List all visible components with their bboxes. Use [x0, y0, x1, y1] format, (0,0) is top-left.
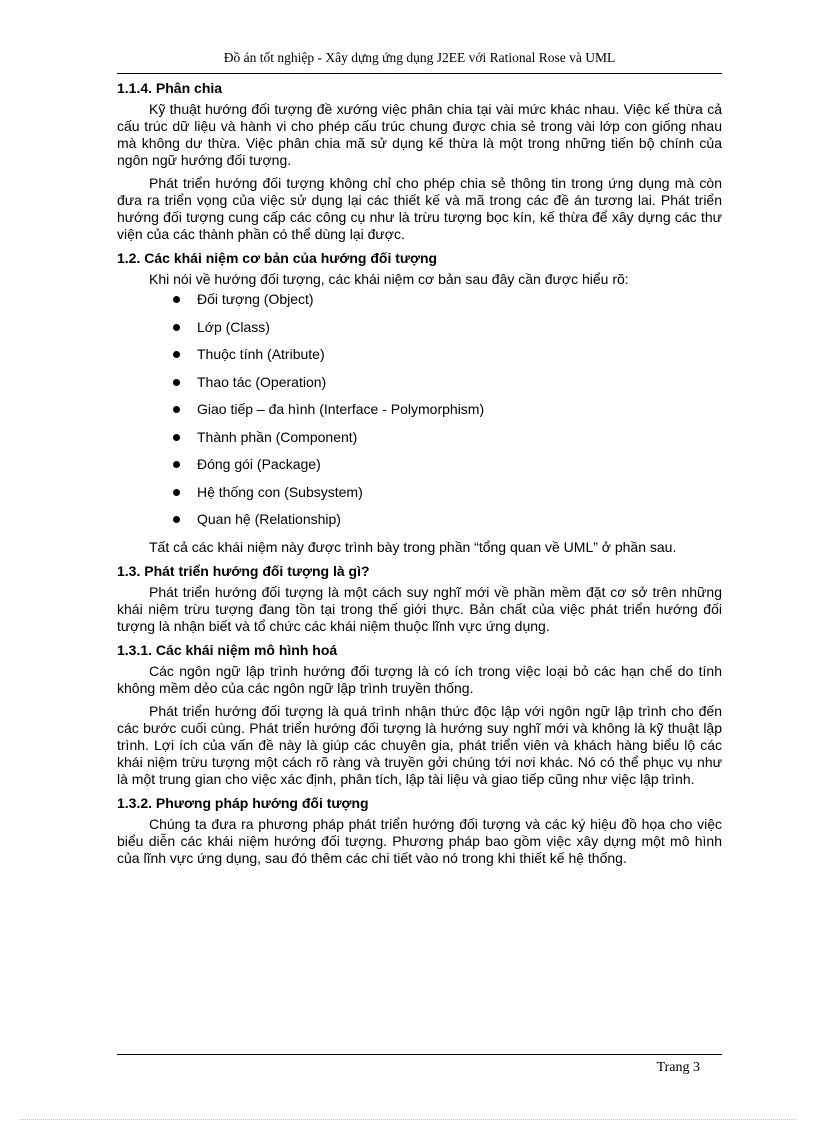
page-bottom-border — [20, 1119, 796, 1120]
section-1-3-heading: 1.3. Phát triển hướng đối tượng là gì? — [117, 562, 370, 579]
section-1-3-2-heading: 1.3.2. Phương pháp hướng đối tượng — [117, 794, 369, 811]
footer-divider — [117, 1054, 722, 1055]
list-item — [117, 456, 722, 484]
list-item — [117, 401, 722, 429]
list-item — [117, 484, 722, 512]
bullet-icon — [173, 296, 180, 303]
page-header: Đồ án tốt nghiệp - Xây dựng ứng dụng J2EE với Rational Rose và UML — [223, 50, 616, 65]
bullet-icon — [173, 489, 180, 496]
bullet-icon — [173, 351, 180, 358]
bullet-icon — [173, 379, 180, 386]
section-1-3-1-paragraph-1: Các ngôn ngữ lập trình hướng đối tượng là có ích trong việc loại bỏ các hạn chế do tính không mềm dẻo của các ngôn ngữ lập trình truyền thống. — [117, 662, 722, 696]
bullet-icon — [173, 516, 180, 523]
header-divider — [117, 73, 722, 74]
list-item — [117, 374, 722, 402]
section-1-3-1-heading: 1.3.1. Các khái niệm mô hình hoá — [117, 641, 338, 658]
section-1-2-intro: Khi nói về hướng đối tượng, các khái niệm cơ bản sau đây cần được hiểu rõ: — [149, 271, 629, 287]
bullet-icon — [173, 461, 180, 468]
section-1-1-4-paragraph-1: Kỹ thuật hướng đối tượng đề xướng việc phân chia tại vài mức khác nhau. Việc kế thừa cả cấu trúc dữ liệu và hành vi cho phép cấu trúc chung được chia sẻ trong vài lớp con giống nhau mà không dư thừa. Việc phân chia mã sử dụng kế thừa là một trong những tiến bộ chính của ngôn ngữ hướng đối tượng. — [117, 101, 722, 168]
list-item — [117, 319, 722, 347]
section-1-3-2-paragraph-1: Chúng ta đưa ra phương pháp phát triển hướng đối tượng và các ký hiệu đồ họa cho việc biểu diễn các khái niệm hướng đối tượng. Phương pháp bao gồm việc xây dựng một mô hình của lĩnh vực ứng dụng, sau đó thêm các chi tiết vào nó trong khi thiết kế hệ thống. — [117, 815, 722, 866]
bullet-icon — [173, 324, 180, 331]
list-item — [117, 429, 722, 457]
section-1-2-heading: 1.2. Các khái niệm cơ bản của hướng đối tượng — [117, 250, 438, 266]
list-item-label: Đối tượng (Object) — [197, 291, 314, 307]
bullet-icon — [173, 434, 180, 441]
concept-list — [117, 291, 722, 539]
section-1-2-outro: Tất cả các khái niệm này được trình bày trong phần “tổng quan về UML” ở phần sau. — [149, 538, 677, 555]
list-item-label: Thao tác (Operation) — [197, 373, 327, 390]
list-item — [117, 291, 722, 319]
list-item-label: Thuộc tính (Atribute) — [197, 346, 325, 362]
list-item-label: Hệ thống con (Subsystem) — [197, 483, 363, 500]
list-item-label: Giao tiếp – đa hình (Interface - Polymorphism) — [197, 401, 485, 417]
list-item — [117, 346, 722, 374]
list-item-label: Lớp (Class) — [197, 318, 270, 335]
list-item — [117, 511, 722, 539]
list-item-label: Thành phần (Component) — [197, 428, 358, 445]
list-item-label: Quan hệ (Relationship) — [197, 511, 341, 527]
section-1-1-4-heading: 1.1.4. Phân chia — [117, 80, 223, 96]
document-body — [117, 75, 722, 873]
section-1-1-4-paragraph-2: Phát triển hướng đối tượng không chỉ cho phép chia sẻ thông tin trong ứng dụng mà còn đưa ra triển vọng của việc sử dụng lại các thiết kế và mã trong các đề án tương lai. Phát triển hướng đối tượng cung cấp các công cụ như là trừu tượng bọc kín, kế thừa để xây dựng các thư viện của các thành phần có thể dùng lại được. — [117, 175, 722, 242]
section-1-3-1-paragraph-2: Phát triển hướng đối tượng là quá trình nhận thức độc lập với ngôn ngữ lập trình cho đến các bước cuối cùng. Phát triển hướng đối tượng là hướng suy nghĩ mới và không là kỹ thuật lập trình. Lợi ích của vấn đề này là giúp các chuyên gia, phát triển viên và khách hàng biểu lộ các khái niệm trừu tượng một cách rõ ràng và truyền gởi chúng tới nơi khác. Nó có thể phục vụ như là một trung gian cho việc xác định, phân tích, lập tài liệu và giao tiếp cũng như việc lập trình. — [117, 702, 722, 787]
page-number: Trang 3 — [656, 1060, 700, 1075]
section-1-3-paragraph-1: Phát triển hướng đối tượng là một cách suy nghĩ mới về phần mềm đặt cơ sở trên những khái niệm trừu tượng đang tồn tại trong thế giới thực. Bản chất của việc phát triển hướng đối tượng là nhận biết và tổ chức các khái niệm thuộc lĩnh vực ứng dụng. — [117, 583, 722, 634]
list-item-label: Đóng gói (Package) — [197, 456, 321, 472]
bullet-icon — [173, 406, 180, 413]
